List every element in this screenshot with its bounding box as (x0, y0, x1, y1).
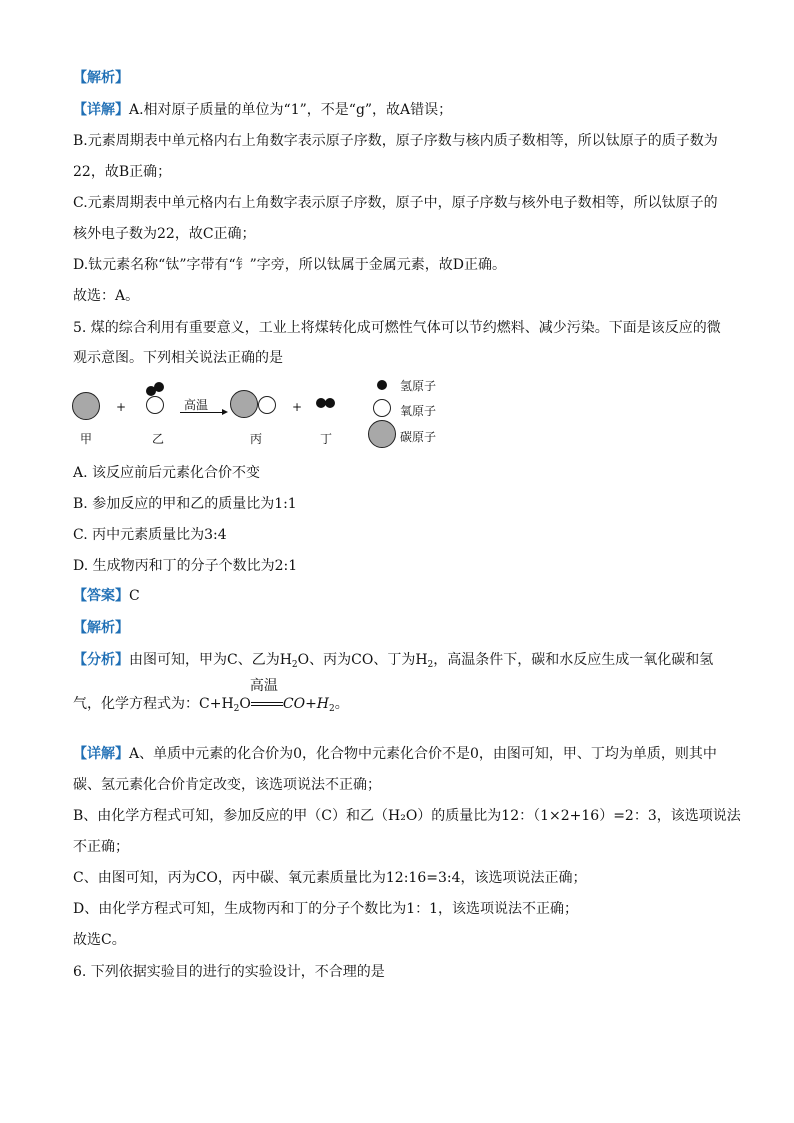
analysis-tag: 【解析】 (73, 620, 129, 636)
option-b: B. 参加反应的甲和乙的质量比为1:1 (73, 496, 297, 512)
choose-line: 故选：A。 (73, 288, 140, 304)
legend-oxygen-icon (373, 399, 391, 417)
fenxi-tag: 【分析】 (73, 652, 129, 668)
legend-hydrogen-icon (377, 380, 387, 390)
question6-stem: 6. 下列依据实验目的进行的实验设计，不合理的是 (73, 964, 385, 980)
detail-line-c2: 核外电子数为22，故C正确； (73, 226, 256, 242)
chemical-equation: $C+H_2O$ 高温 $CO+H_2$。 (199, 678, 349, 714)
option-d: D. 生成物丙和丁的分子个数比为2:1 (73, 558, 298, 574)
label-yi: 乙 (152, 432, 165, 446)
oxygen-atom (146, 396, 164, 414)
legend-carbon-icon (368, 420, 396, 448)
reaction-arrow (180, 412, 224, 413)
label-jia: 甲 (80, 432, 93, 446)
label-ding: 丁 (320, 432, 333, 446)
detail2-line-b1: B、由化学方程式可知，参加反应的甲（C）和乙（H₂O）的质量比为12：（1×2+16）=2：3，该选项说法 (73, 808, 741, 824)
detail-line-c1: C.元素周期表中单元格内右上角数字表示原子序数，原子中，原子序数与核外电子数相等，所以钛原子的 (73, 195, 718, 211)
equation-condition: 高温 (251, 694, 283, 714)
detail-line-b2: 22，故B正确； (73, 164, 172, 180)
hydrogen-atom (325, 398, 335, 408)
detail-line-b1: B.元素周期表中单元格内右上角数字表示原子序数，原子序数与核内质子数相等，所以钛原子的质子数为 (73, 133, 718, 149)
choose-line-2: 故选C。 (73, 932, 126, 948)
legend-carbon-label: 碳原子 (400, 430, 437, 444)
label-bing: 丙 (250, 432, 263, 446)
detail-line-a (73, 100, 452, 120)
detail-line-d: D.钛元素名称“钛”字带有“钅”字旁，所以钛属于金属元素，故D正确。 (73, 257, 507, 273)
detail2-line-d: D、由化学方程式可知，生成物丙和丁的分子个数比为1：1，该选项说法不正确； (73, 901, 579, 917)
question5-stem-1: 5. 煤的综合利用有重要意义，工业上将煤转化成可燃性气体可以节约燃料、减少污染。下面是该反应的微 (73, 320, 721, 336)
legend-oxygen-label: 氧原子 (400, 404, 437, 418)
answer-value: C (129, 588, 140, 604)
option-c: C. 丙中元素质量比为3:4 (73, 527, 227, 543)
oxygen-atom (258, 396, 276, 414)
carbon-atom (230, 390, 258, 418)
arrow-condition: 高温 (184, 398, 209, 412)
detail2-line-c: C、由图可知，丙为CO，丙中碳、氧元素质量比为12:16=3:4，该选项说法正确； (73, 870, 587, 886)
answer-tag: 【答案】 (73, 588, 129, 604)
option-a: A. 该反应前后元素化合价不变 (73, 465, 261, 481)
reaction-diagram (66, 372, 466, 452)
detail2-line-a1: 【详解】A、单质中元素的化合价为0，化合物中元素化合价不是0，由图可知，甲、丁均为单质，则其中 (73, 746, 717, 762)
detail-tag: 【详解】 (73, 102, 129, 118)
legend-hydrogen-label: 氢原子 (400, 379, 437, 393)
analysis-tag: 【解析】 (73, 70, 129, 86)
fenxi-line-1: 【分析】由图可知，甲为C、乙为$H_2O$、丙为CO、丁为$H_2$，高温条件下，碳和水反应生成一氧化碳和氢 (73, 652, 714, 670)
detail2-line-b2: 不正确； (73, 839, 129, 855)
hydrogen-atom (154, 382, 164, 392)
question5-stem-2: 观示意图。下列相关说法正确的是 (73, 350, 283, 366)
plus-sign: + (292, 400, 303, 414)
detail-tag: 【详解】 (73, 746, 129, 762)
plus-sign: + (116, 400, 127, 414)
fenxi-line-2: 气，化学方程式为：$C+H_2O$ 高温 $CO+H_2$。 (73, 678, 349, 714)
carbon-atom (72, 392, 100, 420)
detail-text-a: A.相对原子质量的单位为“1”，不是“g”，故A错误； (129, 102, 453, 118)
detail2-line-a2: 碳、氢元素化合价肯定改变，该选项说法不正确； (73, 777, 381, 793)
answer-line (73, 586, 140, 606)
arrow-head-icon (222, 409, 228, 415)
